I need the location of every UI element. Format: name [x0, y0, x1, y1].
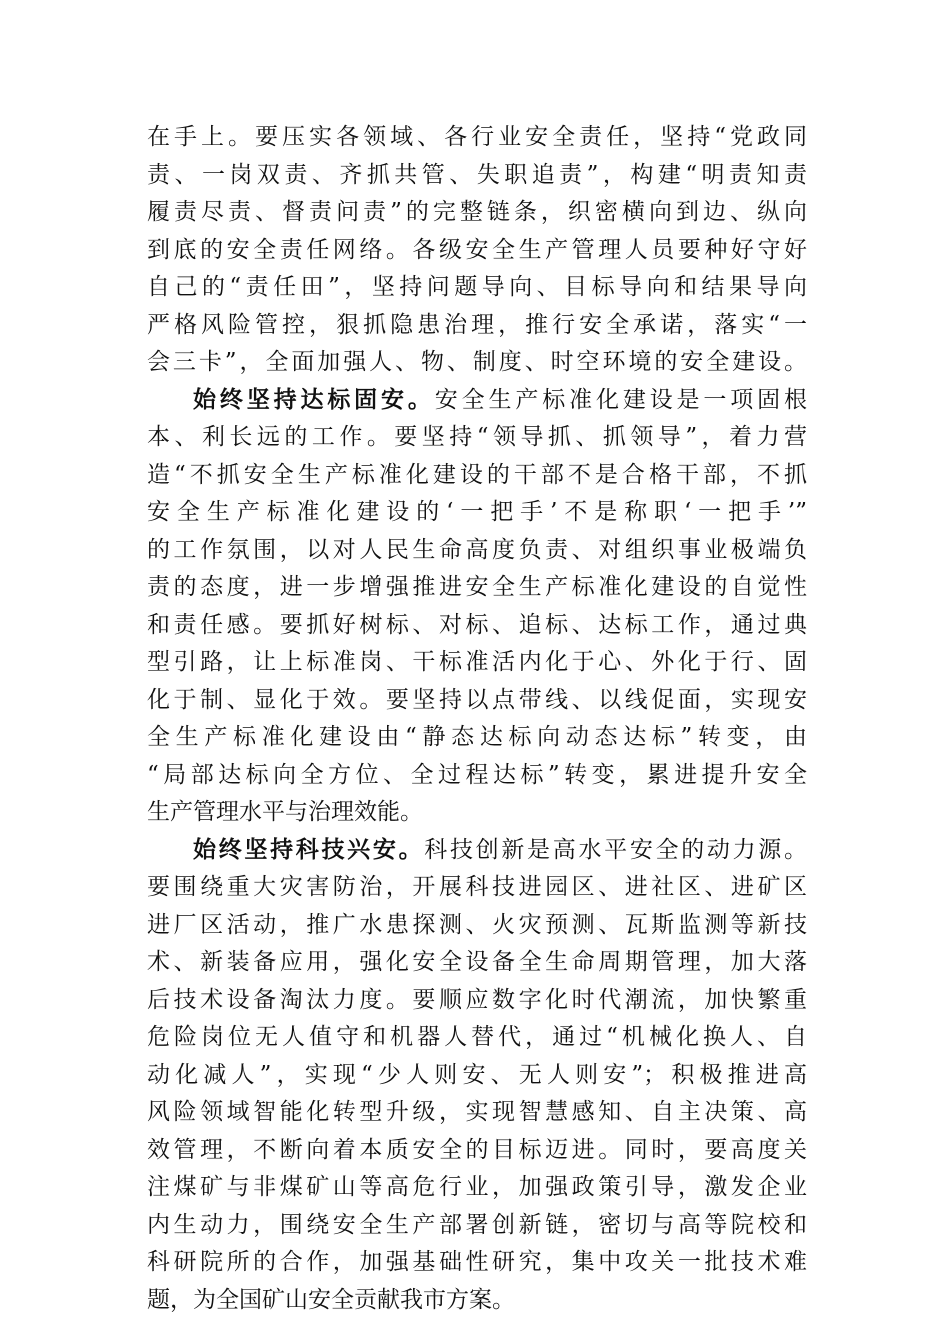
text-line: 型引路，让上标准岗、干标准活内化于心、外化于行、固 [147, 649, 807, 675]
text-line: 危险岗位无人值守和机器人替代，通过“机械化换人、自 [147, 1024, 807, 1050]
text-line: 全生产标准化建设由“静态达标向动态达标”转变，由 [147, 724, 807, 750]
text-line: 要围绕重大灾害防治，开展科技进园区、进社区、进矿区 [147, 874, 807, 900]
text-line: 本、利长远的工作。要坚持“领导抓、抓领导”，着力营 [147, 424, 807, 450]
paragraph-first-line [147, 382, 807, 420]
text-line: 生产管理水平与治理效能。 [147, 799, 423, 825]
paragraph-3 [147, 832, 807, 1320]
text-line: 后技术设备淘汰力度。要顺应数字化时代潮流，加快繁重 [147, 986, 807, 1013]
paragraph-first-line [147, 832, 807, 870]
paragraph-1 [147, 119, 807, 382]
paragraph-text: 安全生产标准化建设是一项固根 [434, 386, 808, 413]
text-line: 的工作氛围，以对人民生命高度负责、对组织事业极端负 [147, 536, 807, 563]
text-line: 自己的“责任田”，坚持问题导向、目标导向和结果导向 [147, 274, 807, 300]
document-body [147, 119, 807, 1319]
text-line: 化于制、显化于效。要坚持以点带线、以线促面，实现安 [147, 686, 807, 713]
text-line: 会三卡”，全面加强人、物、制度、时空环境的安全建设。 [147, 349, 807, 375]
text-line: 责、一岗双责、齐抓共管、失职追责”，构建“明责知责 [147, 161, 807, 188]
text-line: 进厂区活动，推广水患探测、火灾预测、瓦斯监测等新技 [147, 911, 807, 938]
text-line: 严格风险管控，狠抓隐患治理，推行安全承诺，落实“一 [147, 311, 807, 338]
text-line: 造“不抓安全生产标准化建设的干部不是合格干部，不抓 [147, 461, 807, 488]
paragraph-text: 科技创新是高水平安全的动力源。 [424, 836, 808, 863]
paragraph-heading: 始终坚持科技兴安。 [193, 836, 425, 863]
text-line: 科研院所的合作，加强基础性研究，集中攻关一批技术难 [147, 1249, 807, 1275]
text-line: 在手上。要压实各领域、各行业安全责任，坚持“党政同 [147, 124, 807, 150]
paragraph-heading: 始终坚持达标固安。 [193, 386, 435, 413]
text-line: 术、新装备应用，强化安全设备全生命周期管理，加大落 [147, 949, 807, 975]
text-line: 注煤矿与非煤矿山等高危行业，加强政策引导，激发企业 [147, 1174, 807, 1200]
text-line: 动化减人”，实现“少人则安、无人则安”；积极推进高 [147, 1061, 807, 1088]
text-line: 风险领域智能化转型升级，实现智慧感知、自主决策、高 [147, 1099, 807, 1125]
text-line: 安全生产标准化建设的‘一把手’不是称职‘一把手’” [147, 499, 807, 525]
text-line: 履责尽责、督责问责”的完整链条，织密横向到边、纵向 [147, 199, 807, 225]
text-line: 和责任感。要抓好树标、对标、追标、达标工作，通过典 [147, 611, 807, 638]
text-line: “局部达标向全方位、全过程达标”转变，累进提升安全 [147, 761, 807, 788]
text-line: 题，为全国矿山安全贡献我市方案。 [147, 1286, 515, 1313]
paragraph-2 [147, 382, 807, 832]
text-line: 到底的安全责任网络。各级安全生产管理人员要种好守好 [147, 236, 807, 263]
text-line: 效管理，不断向着本质安全的目标迈进。同时，要高度关 [147, 1136, 807, 1163]
text-line: 责的态度，进一步增强推进安全生产标准化建设的自觉性 [147, 574, 807, 600]
text-line: 内生动力，围绕安全生产部署创新链，密切与高等院校和 [147, 1211, 807, 1238]
